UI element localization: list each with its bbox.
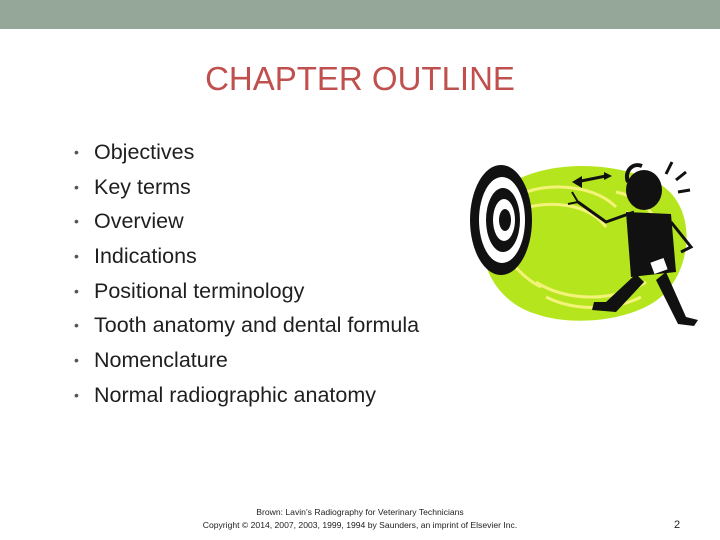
bullet-list [74,135,419,413]
footer-line: Copyright © 2014, 2007, 2003, 1999, 1994 by Saunders, an imprint of Elsevier Inc. [202,519,518,530]
bullet-item: • Overview [74,204,419,239]
footer-line: Brown: Lavin’s Radiography for Veterinary Technicians [256,507,464,517]
bullet-dot: • [74,317,79,334]
dart-target-figure-icon [466,152,700,332]
bullet-item: • Normal radiographic anatomy [74,378,419,413]
bullet-dot: • [74,144,79,160]
bullet-dot: • [74,178,79,195]
top-bar [0,0,720,29]
bullet-item: • Indications [74,239,419,274]
bullet-item: • Positional terminology [74,274,419,309]
bullet-item: • Key terms [74,170,419,205]
page-number: 2 [674,519,681,531]
bullet-item: • Nomenclature [74,343,419,378]
bullet-dot: • [74,282,79,299]
slide-title: CHAPTER OUTLINE [205,60,515,97]
footer-citation [120,506,600,531]
bullet-dot: • [74,248,79,265]
bullet-dot: • [74,352,79,369]
bullet-dot: • [74,386,79,403]
bullet-dot: • [74,213,79,230]
bullet-item: • Tooth anatomy and dental formula [74,308,419,343]
bullet-item: • Objectives [74,135,419,170]
